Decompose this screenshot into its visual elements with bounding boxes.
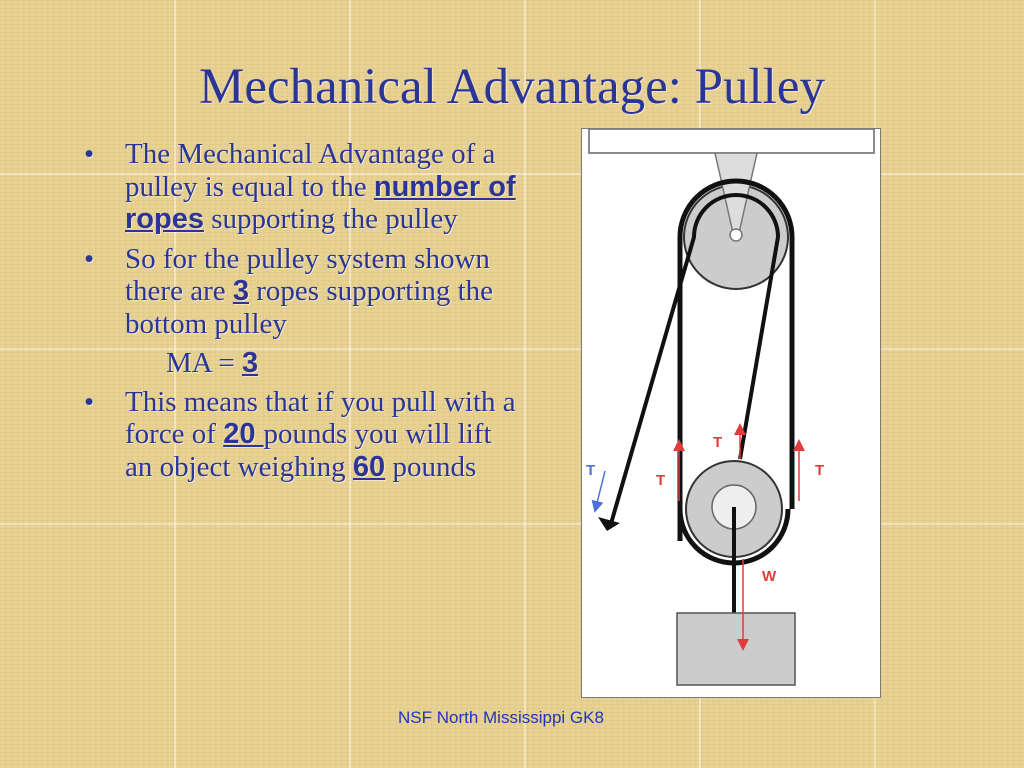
bullet-text-end: ropes supporting the bottom pulley	[125, 275, 494, 340]
bullet-marker: •	[84, 385, 95, 418]
bullet-item-force-example	[84, 386, 524, 484]
bullet-text: This means that if you pull with a force of	[125, 385, 516, 450]
pull-direction-arrow	[596, 471, 605, 507]
ma-value: 3	[241, 347, 259, 379]
weight-label: W	[762, 568, 777, 585]
highlight-force-value: 20	[223, 418, 264, 450]
bullet-text: The Mechanical Advantage of a pulley is equal to the	[125, 138, 496, 203]
slide-title: Mechanical Advantage: Pulley	[199, 59, 825, 115]
bullet-text: So for the pulley system shown there are	[125, 242, 490, 307]
bullet-text-end: pounds	[385, 450, 477, 483]
highlight-rope-count: 3	[232, 275, 249, 307]
tension-label-middle: T	[713, 434, 723, 451]
bullet-text-middle: pounds you will lift an object weighing	[125, 418, 492, 483]
tension-label-right: T	[815, 462, 825, 479]
bullet-item-rope-count	[84, 243, 524, 341]
pull-tension-label: T	[586, 462, 596, 479]
highlight-weight-value: 60	[352, 450, 386, 483]
ceiling-support	[589, 129, 874, 153]
bullet-item-ma-definition	[84, 138, 524, 236]
pulley-diagram-svg	[582, 129, 880, 697]
highlight-number-of-ropes: number of ropes	[125, 170, 516, 235]
pull-arrowhead	[598, 517, 620, 531]
bullet-marker: •	[84, 242, 95, 275]
pulley-diagram	[581, 128, 881, 698]
tension-label-left: T	[656, 472, 666, 489]
load-weight-box	[677, 613, 795, 685]
ma-label: MA =	[166, 347, 242, 379]
upper-pulley-axle	[730, 229, 742, 241]
ma-equation	[84, 347, 524, 380]
bullet-list	[84, 138, 524, 490]
bullet-marker: •	[84, 138, 95, 170]
slide-footer: NSF North Mississippi GK8	[398, 708, 604, 727]
bullet-text-end: supporting the pulley	[203, 203, 458, 235]
